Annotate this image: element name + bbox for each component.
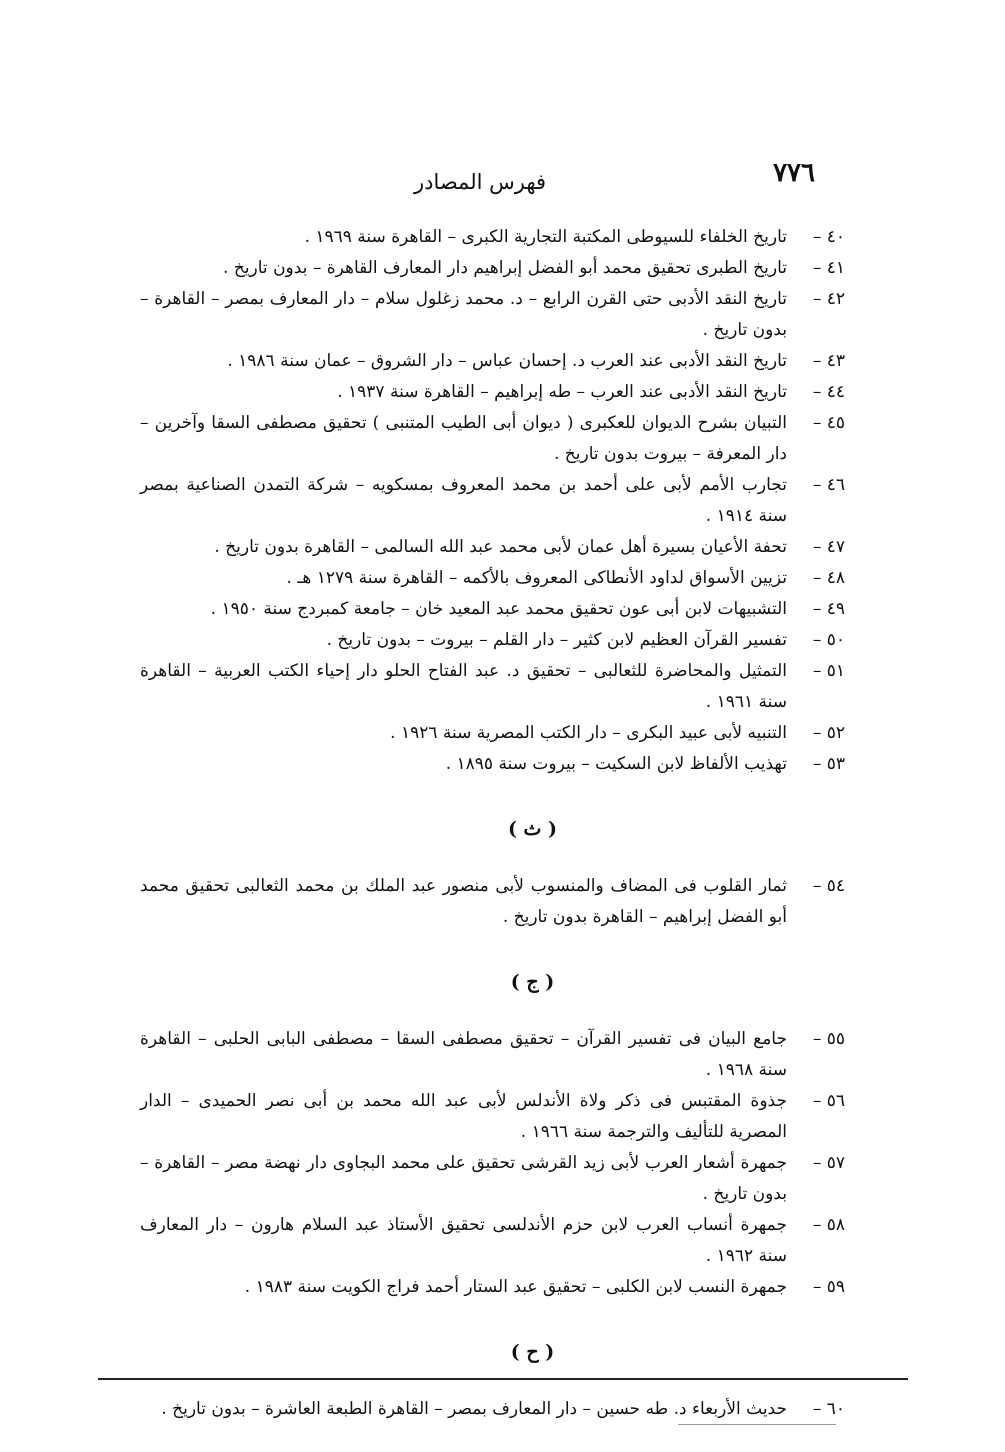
entry-number: ٤٨ – — [812, 568, 845, 588]
bibliography-entry — [140, 1272, 845, 1303]
entry-text: تاريخ الخلفاء للسيوطى المكتبة التجارية الكبرى – القاهرة سنة ١٩٦٩ . — [304, 227, 787, 247]
bibliography-entry — [140, 346, 845, 377]
entry-text: جذوة المقتبس فى ذكر ولاة الأندلس لأبى عبد الله محمد بن أبى نصر الحميدى – الدار المصرية للتأليف والترجمة سنة ١٩٦٦ . — [140, 1091, 787, 1142]
entry-number: ٤٣ – — [812, 351, 845, 371]
entry-text: تجارب الأمم لأبى على أحمد بن محمد المعروف بمسكويه – شركة التمدن الصناعية بمصر سنة ١٩١٤ . — [140, 475, 787, 526]
bibliography-entry — [140, 656, 845, 718]
bibliography-entry — [140, 222, 845, 253]
bibliography-entry — [140, 1024, 845, 1086]
bibliography-entry — [140, 594, 845, 625]
entry-text: تاريخ النقد الأدبى عند العرب د. إحسان عباس – دار الشروق – عمان سنة ١٩٨٦ . — [227, 351, 787, 371]
entry-number: ٥٣ – — [812, 754, 845, 774]
bibliography-entry — [140, 749, 845, 780]
section-heading-tha: ( ث ) — [507, 818, 558, 840]
entry-text: ثمار القلوب فى المضاف والمنسوب لأبى منصور عبد الملك بن محمد الثعالبى تحقيق محمد أبو الفضل إبراهيم – القاهرة بدون تاريخ . — [140, 876, 787, 927]
entry-text: حديث الأربعاء د. طه حسين – دار المعارف بمصر – القاهرة الطبعة العاشرة – بدون تاريخ . — [161, 1399, 787, 1419]
entry-text: تاريخ النقد الأدبى حتى القرن الرابع – د. محمد زغلول سلام – دار المعارف بمصر – القاهرة – بدون تاريخ . — [140, 289, 787, 340]
section-heading-ha: ( ح ) — [510, 1341, 555, 1363]
entry-text: تزيين الأسواق لداود الأنطاكى المعروف بالأكمه – القاهرة سنة ١٢٧٩ هـ . — [286, 568, 787, 588]
footer-rule — [98, 1378, 908, 1380]
bibliography-entry — [140, 470, 845, 532]
entry-number: ٤٦ – — [812, 475, 845, 495]
bibliography-entry — [140, 284, 845, 346]
entry-number: ٤٠ – — [812, 227, 845, 247]
entry-text: جامع البيان فى تفسير القرآن – تحقيق مصطفى السقا – مصطفى البابى الحلبى – القاهرة سنة ١٩٦٨ . — [140, 1029, 787, 1080]
entry-number: ٤٩ – — [812, 599, 845, 619]
entry-text: جمهرة أنساب العرب لابن حزم الأندلسى تحقيق الأستاذ عبد السلام هارون – دار المعارف سنة ١٩٦٢ . — [140, 1215, 787, 1266]
running-title: فهرس المصادر — [413, 170, 547, 194]
entry-number: ٥٦ – — [812, 1091, 845, 1111]
entry-number: ٦٠ – — [812, 1399, 845, 1419]
bibliography-list — [140, 222, 845, 1425]
entry-text: التشبيهات لابن أبى عون تحقيق محمد عبد المعيد خان – جامعة كمبردج سنة ١٩٥٠ . — [210, 599, 787, 619]
entry-text: تحفة الأعيان بسيرة أهل عمان لأبى محمد عبد الله السالمى – القاهرة بدون تاريخ . — [214, 537, 787, 557]
bibliography-entry — [140, 871, 845, 933]
entry-number: ٤٧ – — [812, 537, 845, 557]
entry-number: ٥٧ – — [812, 1153, 845, 1173]
page-number: ٧٧٦ — [773, 158, 815, 188]
entry-text: جمهرة النسب لابن الكلبى – تحقيق عبد الستار أحمد فراج الكويت سنة ١٩٨٣ . — [244, 1277, 787, 1297]
bibliography-entry — [140, 625, 845, 656]
entry-number: ٤٢ – — [812, 289, 845, 309]
footer-short-rule — [678, 1424, 836, 1425]
entry-text: تهذيب الألفاظ لابن السكيت – بيروت سنة ١٨٩٥ . — [445, 754, 787, 774]
bibliography-entry — [140, 377, 845, 408]
entry-number: ٥٤ – — [812, 876, 845, 896]
entry-text: تاريخ الطبرى تحقيق محمد أبو الفضل إبراهيم دار المعارف القاهرة – بدون تاريخ . — [223, 258, 787, 278]
bibliography-entry — [140, 532, 845, 563]
entry-number: ٥٥ – — [812, 1029, 845, 1049]
entry-number: ٥٠ – — [812, 630, 845, 650]
bibliography-entry — [140, 1394, 845, 1425]
bibliography-entry — [140, 563, 845, 594]
entry-number: ٥٩ – — [812, 1277, 845, 1297]
bibliography-entry — [140, 1148, 845, 1210]
entry-text: التبيان بشرح الديوان للعكبرى ( ديوان أبى الطيب المتنبى ) تحقيق مصطفى السقا وآخرين – دار المعرفة – بيروت بدون تاريخ . — [140, 413, 787, 464]
entry-text: تاريخ النقد الأدبى عند العرب – طه إبراهيم – القاهرة سنة ١٩٣٧ . — [337, 382, 787, 402]
bibliography-entry — [140, 718, 845, 749]
entry-number: ٤٤ – — [812, 382, 845, 402]
entry-number: ٥٨ – — [812, 1215, 845, 1235]
bibliography-entry — [140, 253, 845, 284]
entry-text: جمهرة أشعار العرب لأبى زيد القرشى تحقيق على محمد البجاوى دار نهضة مصر – القاهرة – بدون تاريخ . — [140, 1153, 787, 1204]
section-heading-jim: ( ج ) — [510, 971, 555, 993]
bibliography-entry — [140, 1210, 845, 1272]
entry-text: التنبيه لأبى عبيد البكرى – دار الكتب المصرية سنة ١٩٢٦ . — [390, 723, 787, 743]
entry-number: ٤١ – — [812, 258, 845, 278]
entry-number: ٤٥ – — [812, 413, 845, 433]
bibliography-entry — [140, 1086, 845, 1148]
entry-text: تفسير القرآن العظيم لابن كثير – دار القلم – بيروت – بدون تاريخ . — [326, 630, 787, 650]
entry-number: ٥١ – — [812, 661, 845, 681]
entry-text: التمثيل والمحاضرة للثعالبى – تحقيق د. عبد الفتاح الحلو دار إحياء الكتب العربية – القاهرة سنة ١٩٦١ . — [140, 661, 787, 712]
entry-number: ٥٢ – — [812, 723, 845, 743]
bibliography-entry — [140, 408, 845, 470]
